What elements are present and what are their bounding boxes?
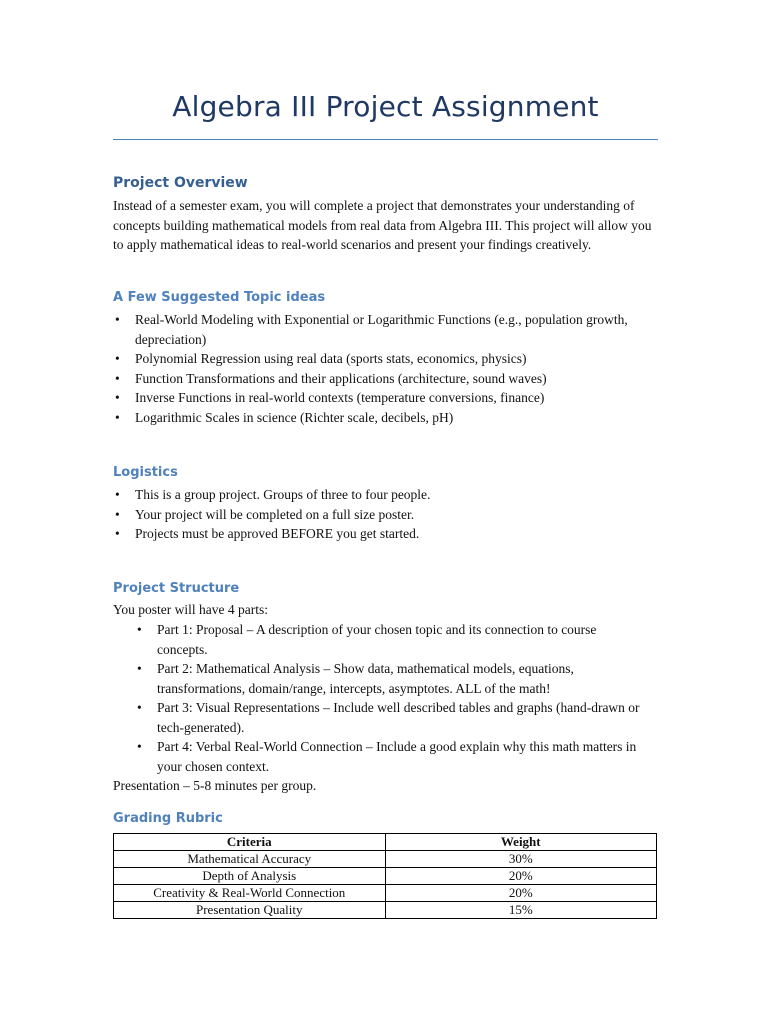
bullet-glyph: •	[115, 487, 120, 502]
list-item-text: Function Transformations and their applications (architecture, sound waves)	[135, 370, 547, 386]
table-cell-criteria: Presentation Quality	[114, 902, 386, 919]
table-cell-weight: 30%	[385, 851, 656, 868]
table-row	[114, 868, 657, 885]
table-cell-weight: 20%	[385, 885, 656, 902]
bullet-glyph: •	[115, 370, 120, 386]
bullet-glyph: •	[115, 390, 120, 405]
bullet-glyph: •	[137, 661, 142, 676]
column-header-weight: Weight	[385, 834, 656, 851]
bullet-glyph: •	[115, 351, 120, 366]
list-item	[113, 505, 643, 525]
list-item	[135, 698, 645, 737]
table-cell-criteria: Creativity & Real-World Connection	[114, 885, 386, 902]
list-item-text: Projects must be approved BEFORE you get started.	[135, 526, 420, 541]
bullet-glyph: •	[137, 739, 142, 754]
list-item	[113, 310, 628, 349]
structure-intro: You poster will have 4 parts:	[113, 602, 268, 617]
column-header-criteria: Criteria	[114, 834, 386, 851]
list-item-text: Part 1: Proposal – A description of your chosen topic and its connection to course concepts.	[157, 622, 597, 657]
list-item	[135, 620, 645, 659]
list-item-text: Your project will be completed on a full size poster.	[135, 506, 415, 522]
list-item-text: Polynomial Regression using real data (sports stats, economics, physics)	[135, 351, 527, 366]
list-item-text: Part 3: Visual Representations – Include well described tables and graphs (hand-drawn or tech-generated).	[157, 700, 640, 735]
overview-paragraph: Instead of a semester exam, you will complete a project that demonstrates your understanding of concepts building mathematical models from real data from Algebra III. This project will allow you to apply mathematical ideas to real-world scenarios and present your findings creatively.	[113, 198, 652, 252]
table-cell-criteria: Mathematical Accuracy	[114, 851, 386, 868]
list-item-text: Part 2: Mathematical Analysis – Show data, mathematical models, equations, transformations, domain/range, intercepts, asymptotes. ALL of the math!	[157, 661, 574, 696]
list-item	[113, 388, 628, 408]
bullet-glyph: •	[115, 526, 120, 541]
topics-list	[113, 310, 628, 427]
table-cell-weight: 20%	[385, 868, 656, 885]
overview-heading: Project Overview	[113, 175, 248, 191]
logistics-heading: Logistics	[113, 465, 178, 480]
list-item-text: Real-World Modeling with Exponential or Logarithmic Functions (e.g., population growth, depreciation)	[135, 312, 628, 347]
bullet-glyph: •	[115, 506, 120, 522]
table-row	[114, 902, 657, 919]
list-item	[113, 485, 643, 505]
rubric-heading: Grading Rubric	[113, 811, 223, 826]
structure-heading: Project Structure	[113, 581, 240, 596]
bullet-glyph: •	[137, 622, 142, 637]
list-item-text: Inverse Functions in real-world contexts (temperature conversions, finance)	[135, 390, 545, 405]
list-item-text: This is a group project. Groups of three to four people.	[135, 487, 431, 502]
list-item	[135, 659, 645, 698]
presentation-note: Presentation – 5-8 minutes per group.	[113, 778, 317, 793]
table-header-row	[114, 834, 657, 851]
list-item	[113, 524, 643, 544]
list-item-text: Logarithmic Scales in science (Richter scale, decibels, pH)	[135, 409, 454, 425]
topics-heading: A Few Suggested Topic ideas	[113, 290, 326, 305]
bullet-glyph: •	[115, 409, 120, 425]
structure-list	[135, 620, 645, 776]
list-item	[113, 369, 628, 389]
table-row	[114, 885, 657, 902]
list-item	[135, 737, 645, 776]
bullet-glyph: •	[115, 312, 120, 327]
logistics-list	[113, 485, 643, 544]
table-cell-weight: 15%	[385, 902, 656, 919]
table-row	[114, 851, 657, 868]
list-item	[113, 349, 628, 369]
list-item-text: Part 4: Verbal Real-World Connection – Include a good explain why this math matters in your chosen context.	[157, 739, 637, 774]
table-cell-criteria: Depth of Analysis	[114, 868, 386, 885]
document-title: Algebra III Project Assignment	[172, 90, 599, 123]
rubric-table	[113, 833, 657, 919]
bullet-glyph: •	[137, 700, 142, 715]
title-divider	[113, 139, 658, 140]
list-item	[113, 408, 628, 428]
